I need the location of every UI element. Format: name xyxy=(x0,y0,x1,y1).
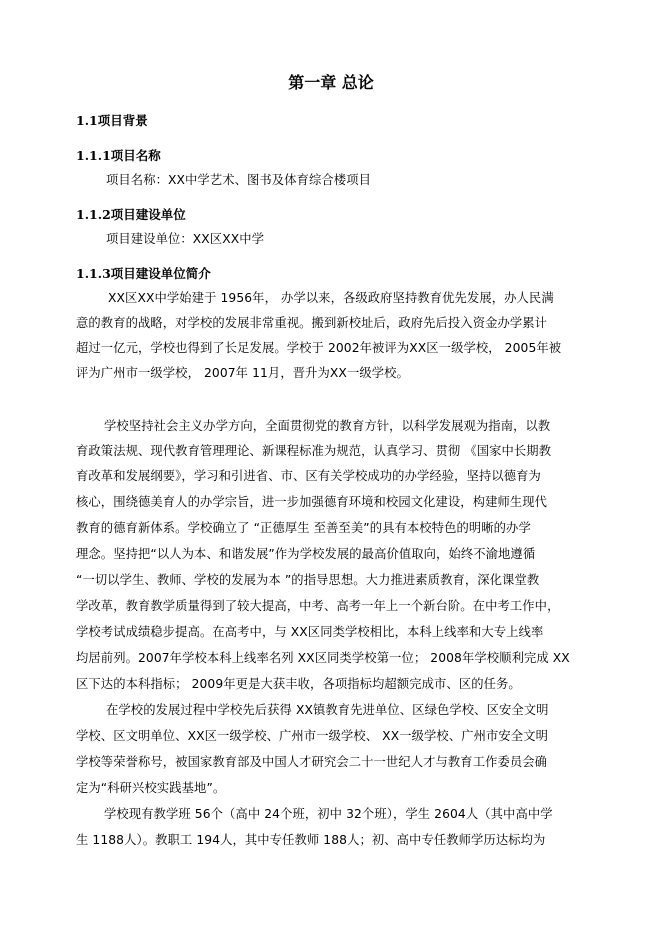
chapter-title: 第一章 总论 xyxy=(288,73,374,92)
para4-line: 生 1188人）。教职工 194人，其中专任教师 188人；初、高中专任教师学历达标均为 xyxy=(76,833,546,847)
para2-line: 理念。坚持把“以人为本、和谐发展”作为学校发展的最高价值取向，始终不渝地遵循 xyxy=(76,547,536,561)
para1-line: 意的教育的战略，对学校的发展非常重视。搬到新校址后，政府先后投入资金办学累计 xyxy=(76,316,548,330)
para2-line: 学校考试成绩稳步提高。在高考中，与 XX区同类学校相比，本科上线率和大专上线率 xyxy=(76,625,544,639)
para3-line: 学校等荣誉称号，被国家教育部及中国人才研究会二十一世纪人才与教育工作委员会确 xyxy=(76,755,548,769)
para2-line: 学改革，教育教学质量得到了较大提高，中考、高考一年上一个新台阶。在中考工作中， xyxy=(76,599,560,613)
para3-line: 在学校的发展过程中学校先后获得 XX镇教育先进单位、区绿色学校、区安全文明 xyxy=(106,703,549,717)
para1-line: XX区XX中学始建于 1956年， 办学以来，各级政府坚持教育优先发展，办人民满 xyxy=(108,291,554,305)
para1-line: 评为广州市一级学校， 2007年 11月，晋升为XX一级学校。 xyxy=(76,366,409,380)
para3-line: 学校、区文明单位、XX区一级学校、广州市一级学校、 XX一级学校、广州市安全文明 xyxy=(76,729,548,743)
para2-line: 区下达的本科指标； 2009年更是大获丰收，各项指标均超额完成市、区的任务。 xyxy=(76,677,521,691)
para2-line: 育政策法规、现代教育管理理论、新课程标准为规范，认真学习、贯彻 《国家中长期教 xyxy=(76,444,552,458)
para2-line: 核心，围绕德美育人的办学宗旨，进一步加强德育环境和校园文化建设，构建师生现代 xyxy=(76,495,548,509)
para1-line: 超过一亿元，学校也得到了长足发展。学校于 2002年被评为XX区一级学校， 2005年被 xyxy=(76,341,562,355)
para2-line: 均居前列。2007年学校本科上线率名列 XX区同类学校第一位； 2008年学校顺利完成 XX xyxy=(76,651,570,665)
para3-line: 定为“科研兴校实践基地”。 xyxy=(76,781,226,795)
para2-line: “一切以学生、教师、学校的发展为本 ”的指导思想。大力推进素质教育，深化课堂教 xyxy=(76,573,540,587)
project-unit-line: 项目建设单位：XX区XX中学 xyxy=(106,232,265,246)
para2-line: 育改革和发展纲要》，学习和引进省、市、区有关学校成功的办学经验，坚持以德育为 xyxy=(76,469,541,483)
section-heading-1-1-2: 1.1.2项目建设单位 xyxy=(76,207,186,222)
para2-line: 学校坚持社会主义办学方向，全面贯彻党的教育方针，以科学发展观为指南，以教 xyxy=(104,419,551,433)
section-heading-1-1: 1.1项目背景 xyxy=(76,113,148,128)
para2-line: 教育的德育新体系。学校确立了 “正德厚生 至善至美”的具有本校特色的明晰的办学 xyxy=(76,521,531,535)
para4-line: 学校现有教学班 56个（高中 24个班，初中 32个班），学生 2604人（其中高中学 xyxy=(104,807,553,821)
section-heading-1-1-3: 1.1.3项目建设单位简介 xyxy=(76,266,211,281)
project-name-line: 项目名称：XX中学艺术、图书及体育综合楼项目 xyxy=(106,173,371,187)
section-heading-1-1-1: 1.1.1项目名称 xyxy=(76,148,161,163)
